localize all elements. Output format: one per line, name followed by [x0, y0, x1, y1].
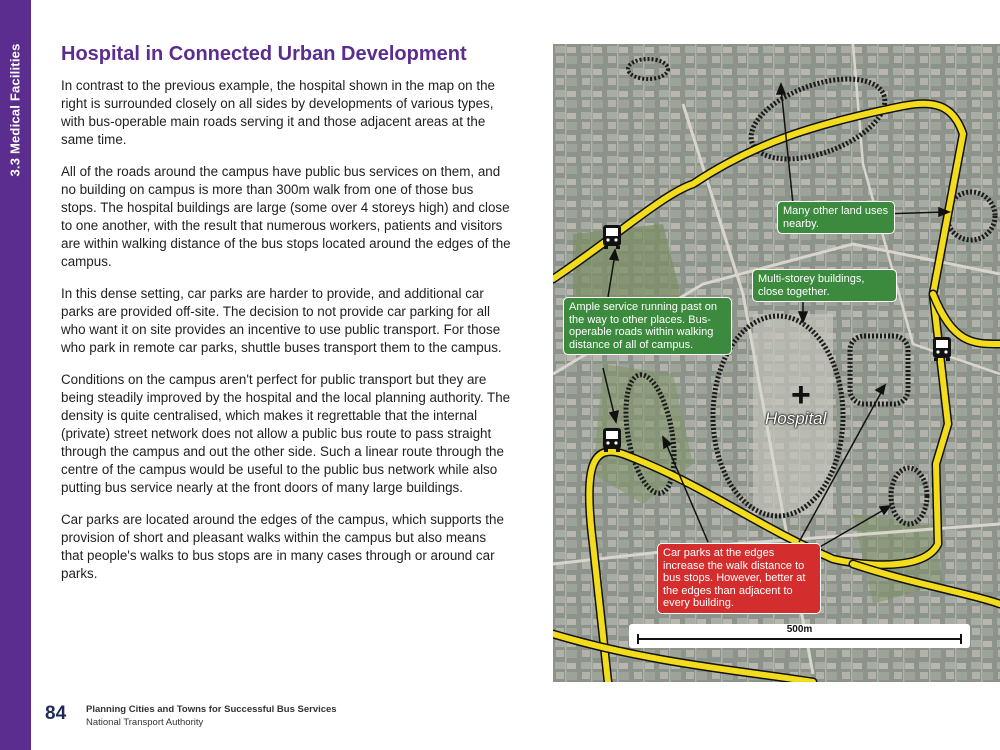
callout-car-parks: Car parks at the edges increase the walk distance to bus stops. However, better at the edges than adjacent to every building.: [657, 543, 821, 614]
paragraph: All of the roads around the campus have public bus services on them, and no building on campus is more than 300m walk from one of those bus stops. The hospital buildings are large (some over 4 storeys high) and close to one another, with the result that numerous workers, patients and visitors are within walking distance of the bus stops located around the edges of the campus.: [61, 164, 511, 269]
callout-many-other-land: Many other land uses nearby.: [777, 201, 895, 234]
paragraph: In contrast to the previous example, the hospital shown in the map on the right is surrounded closely on all sides by developments of various types, with bus-operable main roads serving it and those adjacent areas at the same time.: [61, 78, 495, 147]
page-number: 84: [45, 703, 67, 724]
footer-publication: Planning Cities and Towns for Successful Bus Services: [86, 704, 337, 715]
paragraph: Conditions on the campus aren't perfect for public transport but they are being steadily improved by the hospital and the local planning authority. The density is quite centralised, which makes it regrettable that the internal (private) street network does not allow a public bus route to pass straight through the campus and out the other side. Such a linear route through the centre of the campus would be useful to the public bus network while also putting bus service nearly at the front doors of many large buildings.: [61, 372, 511, 495]
callout-ample-service: Ample service running past on the way to other places. Bus-operable roads within walking distance of all of campus.: [563, 297, 732, 355]
paragraph: Car parks are located around the edges of the campus, which supports the provision of short and pleasant walks within the campus but also means that people's walks to bus stops are in many cases through or around car parks.: [61, 512, 504, 581]
hospital-cross-icon: +: [791, 376, 811, 414]
scale-bar: [629, 624, 970, 648]
section-sidebar: [0, 0, 31, 750]
hospital-label: Hospital: [765, 409, 827, 428]
scale-label: 500m: [786, 624, 813, 635]
paragraph: In this dense setting, car parks are harder to provide, and additional car parks are provided off-site. The decision to not provide car parking for all who want it on site provides an incentive to use public transport. For those who park in remote car parks, shuttle buses transport them to the campus.: [61, 286, 502, 355]
callout-multi-storey: Multi-storey buildings, close together.: [752, 269, 897, 302]
scale-line: [637, 638, 962, 640]
hospital-map: [553, 44, 1000, 682]
page-title: Hospital in Connected Urban Development: [61, 43, 467, 65]
section-label: 3.3 Medical Facilities: [7, 43, 23, 177]
body-text: [61, 77, 511, 597]
footer-organisation: National Transport Authority: [86, 717, 204, 728]
bus-stop-icon: [931, 336, 953, 362]
bus-stop-icon: [601, 224, 623, 250]
bus-stop-icon: [601, 427, 623, 453]
